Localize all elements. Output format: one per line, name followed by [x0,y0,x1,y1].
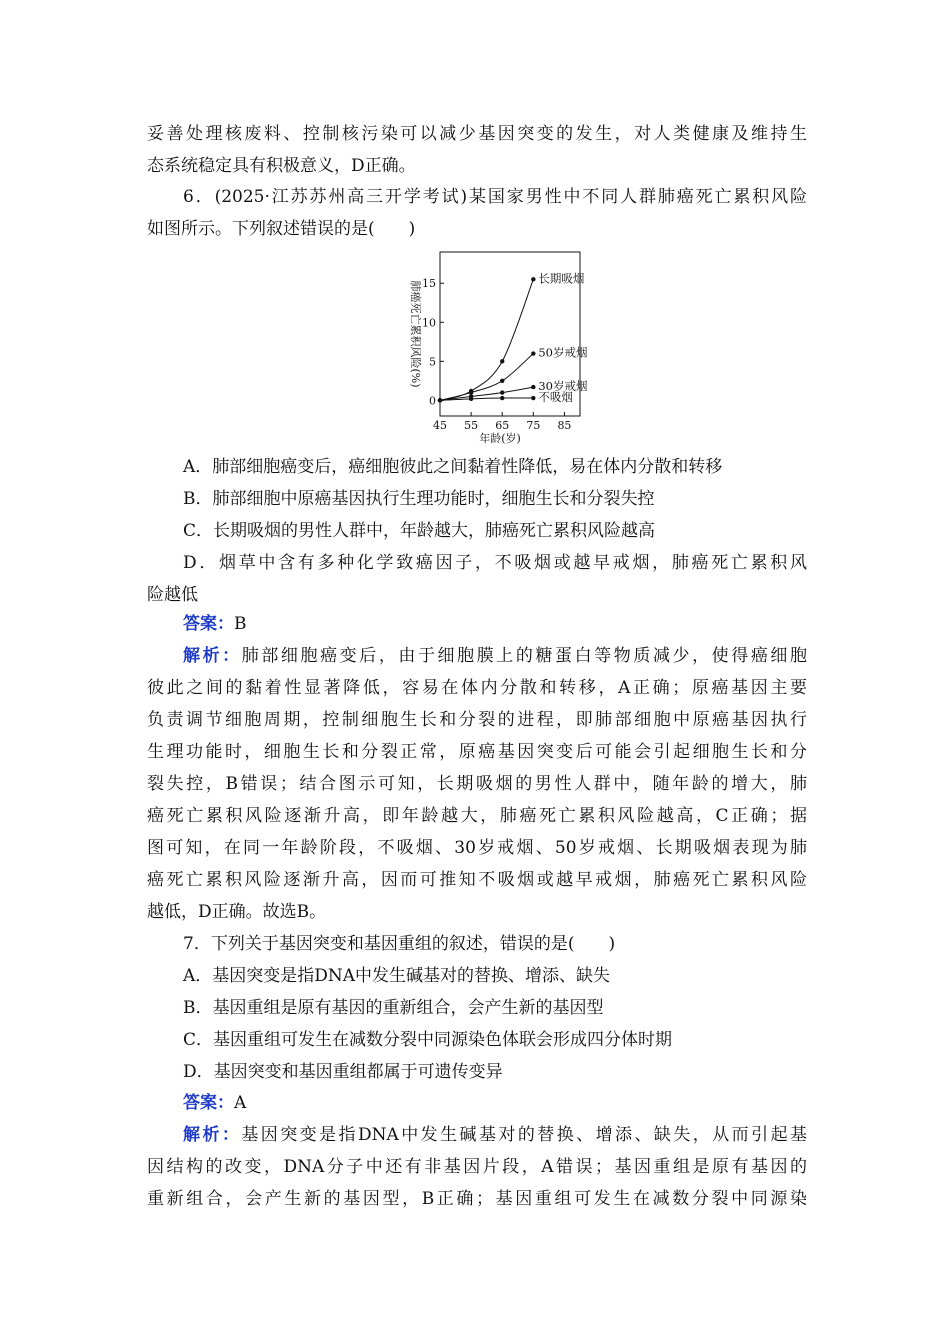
answer-value: A [234,1093,247,1113]
question-7-stem: 7．下列关于基因突变和基因重组的叙述，错误的是( ) [183,934,616,954]
option-a: A．肺部细胞癌变后，癌细胞彼此之间黏着性降低，易在体内分散和转移 [183,457,723,477]
option-c: C．长期吸烟的男性人群中，年龄越大，肺癌死亡累积风险越高 [183,521,656,541]
data-point [500,379,504,383]
data-point [531,351,535,355]
series-line [440,279,533,400]
x-tick-label: 85 [557,419,572,432]
analysis-label: 解析： [183,1125,242,1145]
analysis-line: 裂失控，B错误；结合图示可知，长期吸烟的男性人群中，随年龄的增大，肺 [147,774,807,794]
text-line: 妥善处理核废料、控制核污染可以减少基因突变的发生，对人类健康及维持生 [147,124,807,144]
analysis-line: 彼此之间的黏着性显著降低，容易在体内分散和转移，A正确；原癌基因主要 [147,678,807,698]
analysis-line: 图可知，在同一年龄阶段，不吸烟、30岁戒烟、50岁戒烟、长期吸烟表现为肺 [147,838,807,858]
data-point [531,277,535,281]
x-tick-label: 45 [433,419,447,432]
analysis-line: 越低，D正确。故选B。 [147,902,327,922]
analysis-6 [183,640,807,672]
lung-cancer-risk-chart [398,248,598,448]
option-b: B．肺部细胞中原癌基因执行生理功能时，细胞生长和分裂失控 [183,489,655,509]
x-tick-label: 55 [464,419,479,432]
option-d: D．烟草中含有多种化学致癌因子，不吸烟或越早戒烟，肺癌死亡累积风 [183,553,807,573]
y-tick-label: 15 [422,277,436,291]
analysis-text: 基因突变是指DNA中发生碱基对的替换、增添、缺失，从而引起基 [241,1125,808,1145]
answer-label: 答案： [183,1093,234,1113]
x-tick-label: 75 [526,419,541,432]
data-point [500,359,504,363]
analysis-text: 肺部细胞癌变后，由于细胞膜上的糖蛋白等物质减少，使得癌细胞 [241,646,808,666]
question-6-stem: 6．(2025·江苏苏州高三开学考试)某国家男性中不同人群肺癌死亡累积风险 [183,187,807,207]
data-point [531,396,535,400]
analysis-7 [183,1119,807,1151]
answer-label: 答案： [183,614,234,634]
answer-value: B [234,614,247,634]
y-tick-label: 10 [422,316,436,330]
data-point [500,396,504,400]
x-axis-label: 年龄(岁) [479,432,521,445]
data-point [438,398,442,402]
text-line: 态系统稳定具有积极意义，D正确。 [147,156,416,176]
y-tick-label: 5 [429,355,436,369]
data-point [531,385,535,389]
series-label: 不吸烟 [538,390,573,405]
option-b: B．基因重组是原有基因的重新组合，会产生新的基因型 [183,998,604,1018]
analysis-line: 因结构的改变，DNA分子中还有非基因片段，A错误；基因重组是原有基因的 [147,1157,807,1177]
y-tick-label: 0 [429,394,436,408]
option-d-cont: 险越低 [147,585,198,605]
analysis-line: 癌死亡累积风险逐渐升高，即年龄越大，肺癌死亡累积风险越高，C正确；据 [147,806,807,826]
option-d: D．基因突变和基因重组都属于可遗传变异 [183,1062,503,1082]
data-point [500,390,504,394]
series-label: 长期吸烟 [538,271,585,286]
x-tick-label: 65 [495,419,510,432]
series-label: 30岁戒烟 [538,379,588,394]
question-6-stem: 如图所示。下列叙述错误的是( ) [147,219,416,239]
y-axis-label: 肺癌死亡累积风险(%) [409,280,422,388]
answer-7 [183,1087,807,1119]
option-a: A．基因突变是指DNA中发生碱基对的替换、增添、缺失 [183,966,611,986]
analysis-line: 癌死亡累积风险逐渐升高，因而可推知不吸烟或越早戒烟，肺癌死亡累积风险 [147,870,807,890]
data-point [469,397,473,401]
analysis-line: 负责调节细胞周期，控制细胞生长和分裂的进程，即肺部细胞中原癌基因执行 [147,710,807,730]
series-label: 50岁戒烟 [538,345,588,360]
data-point [469,390,473,394]
analysis-line: 重新组合，会产生新的基因型，B正确；基因重组可发生在减数分裂中同源染 [147,1189,807,1209]
answer-6 [183,608,807,640]
analysis-line: 生理功能时，细胞生长和分裂正常，原癌基因突变后可能会引起细胞生长和分 [147,742,807,762]
analysis-label: 解析： [183,646,242,666]
series-line [440,354,533,401]
option-c: C．基因重组可发生在减数分裂中同源染色体联会形成四分体时期 [183,1030,673,1050]
